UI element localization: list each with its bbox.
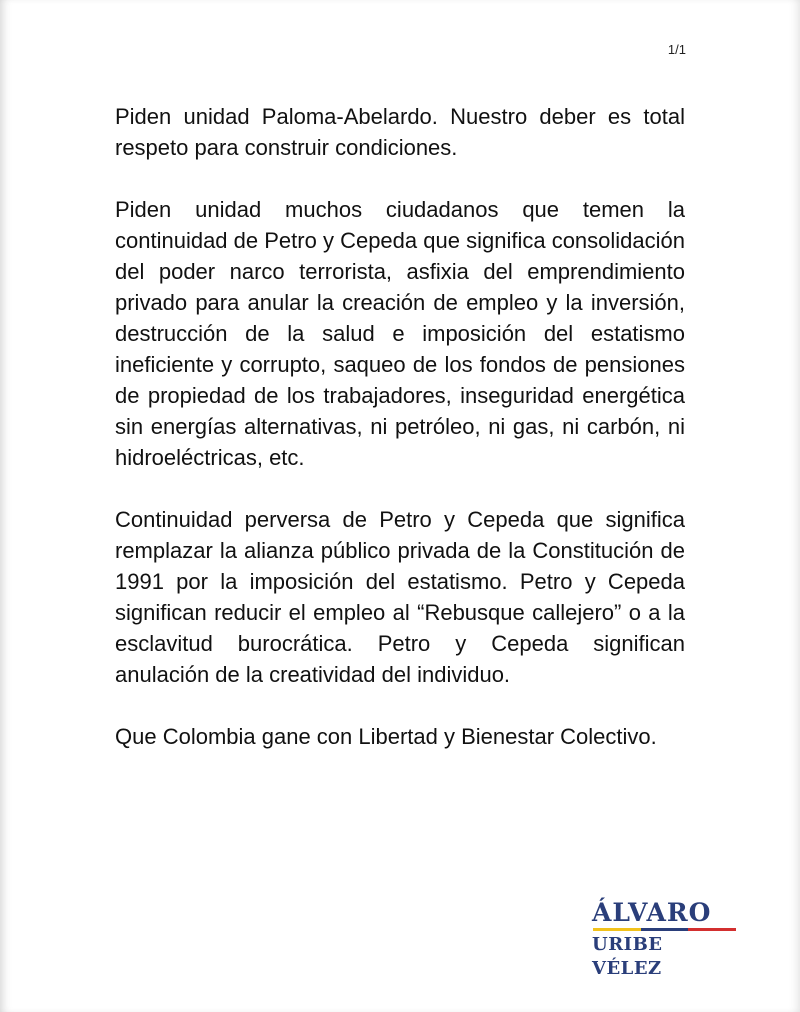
paragraph-1: Piden unidad Paloma-Abelardo. Nuestro deber es total respeto para construir condiciones. — [115, 104, 685, 160]
paragraph-4: Que Colombia gane con Libertad y Bienestar Colectivo. — [115, 724, 657, 749]
signature-last-name: URIBE VÉLEZ — [592, 934, 663, 979]
document-body — [115, 101, 685, 783]
page-number: 1/1 — [667, 42, 686, 57]
paragraph-2: Piden unidad muchos ciudadanos que temen la continuidad de Petro y Cepeda que significa consolidación del poder narco terrorista, asfixia del emprendimiento privado para anular la creación de empleo y la inversión, destrucción de la salud e imposición del estatismo ineficiente y corrupto, saqueo de los fondos de pensiones de propiedad de los trabajadores, inseguridad energética sin energías alternativas, ni petróleo, ni gas, ni carbón, ni hidroeléctricas, etc. — [115, 197, 685, 470]
flag-stripe-yellow — [593, 928, 641, 931]
signature-first-name: ÁLVARO — [592, 898, 712, 927]
signature-logo — [592, 898, 737, 981]
flag-stripe-red — [688, 928, 736, 931]
flag-stripe-blue — [641, 928, 689, 931]
paragraph-3: Continuidad perversa de Petro y Cepeda que significa remplazar la alianza público privada de la Constitución de 1991 por la imposición del estatismo. Petro y Cepeda significan reducir el empleo al “Rebusque callejero” o a la esclavitud burocrática. Petro y Cepeda significan anulación de la creatividad del individuo. — [115, 507, 685, 687]
flag-color-bar — [593, 928, 736, 931]
